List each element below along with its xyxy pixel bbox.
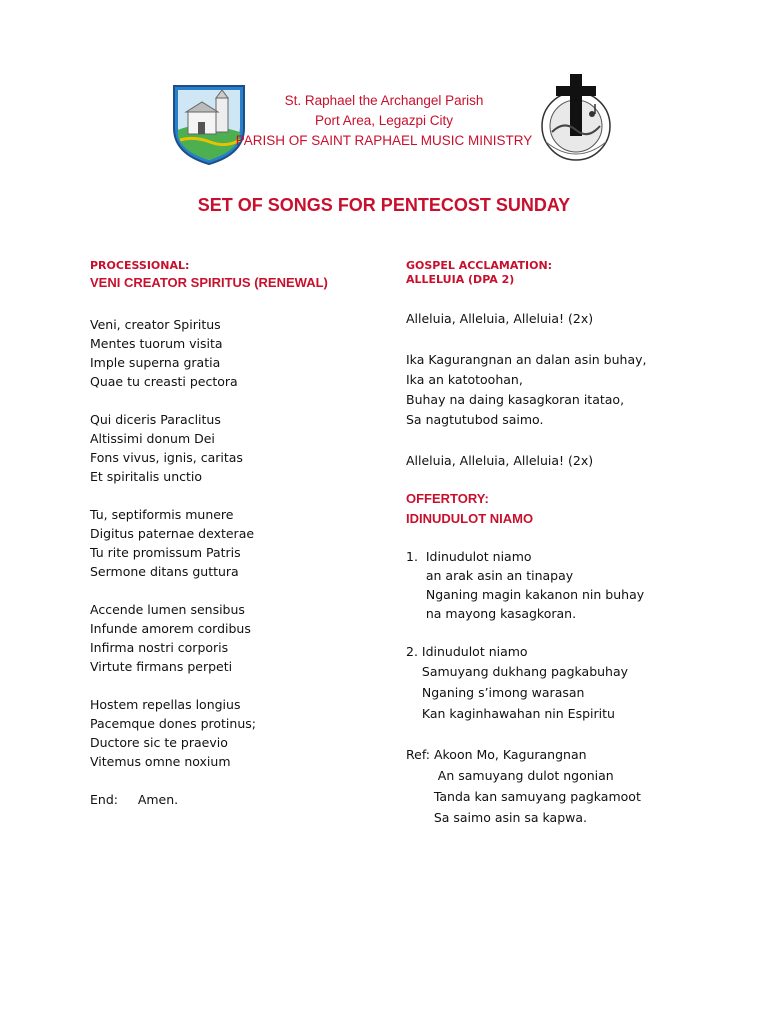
offertory-song-title: IDINUDULOT NIAMO	[406, 511, 534, 526]
offertory-label: OFFERTORY:	[406, 491, 489, 506]
lyric-line: Tu, septiformis munere	[90, 507, 234, 522]
lyric-line: na mayong kasagkoran.	[406, 606, 577, 621]
lyric-line: Ika an katotoohan,	[406, 372, 523, 387]
parish-header	[230, 91, 538, 151]
ministry-name: PARISH OF SAINT RAPHAEL MUSIC MINISTRY	[235, 133, 533, 148]
lyric-line: Fons vivus, ignis, caritas	[90, 450, 243, 465]
page-title: SET OF SONGS FOR PENTECOST SUNDAY	[197, 195, 571, 215]
lyric-line: Nganing s’imong warasan	[406, 685, 585, 700]
gospel-label: GOSPEL ACCLAMATION:	[406, 259, 553, 272]
lyric-line: Imple superna gratia	[90, 355, 221, 370]
lyric-line: Samuyang dukhang pagkabuhay	[406, 664, 629, 679]
lyric-line: Pacemque dones protinus;	[90, 716, 256, 731]
lyric-line: Ref: Akoon Mo, Kagurangnan	[406, 747, 587, 762]
offertory-lyrics	[406, 547, 736, 828]
lyric-line: Tu rite promissum Patris	[90, 545, 241, 560]
lyric-line: An samuyang dulot ngonian	[406, 768, 614, 783]
lyric-line: Ductore sic te praevio	[90, 735, 228, 750]
lyric-line: Altissimi donum Dei	[90, 431, 215, 446]
lyric-line: Et spiritalis unctio	[90, 469, 203, 484]
processional-section	[90, 259, 380, 809]
lyric-line: Hostem repellas longius	[90, 697, 241, 712]
lyric-line: Vitemus omne noxium	[90, 754, 231, 769]
lyric-line: Buhay na daing kasagkoran itatao,	[406, 392, 625, 407]
lyric-line: Tanda kan samuyang pagkamoot	[406, 789, 641, 804]
processional-song-title: VENI CREATOR SPIRITUS (RENEWAL)	[90, 275, 328, 290]
gospel-song-title: ALLELUIA (DPA 2)	[406, 273, 515, 286]
processional-end: End: Amen.	[90, 792, 179, 807]
gospel-lyrics	[406, 309, 736, 471]
lyric-line: Sa nagtutubod saimo.	[406, 412, 544, 427]
lyric-line: Virtute firmans perpeti	[90, 659, 233, 674]
processional-lyrics	[90, 315, 380, 809]
lyric-line: Sermone ditans guttura	[90, 564, 239, 579]
lyric-line: Infirma nostri corporis	[90, 640, 229, 655]
lyric-line: Alleluia, Alleluia, Alleluia! (2x)	[406, 311, 594, 326]
lyric-line: Ika Kagurangnan an dalan asin buhay,	[406, 352, 647, 367]
music-ministry-cross-logo-icon	[532, 70, 620, 164]
right-column	[406, 259, 736, 828]
lyric-line: Kan kaginhawahan nin Espiritu	[406, 706, 615, 721]
lyric-line: an arak asin an tinapay	[406, 568, 574, 583]
lyric-line: Infunde amorem cordibus	[90, 621, 251, 636]
lyric-line: 1. Idinudulot niamo	[406, 549, 532, 564]
lyric-line: Qui diceris Paraclitus	[90, 412, 221, 427]
lyric-line: Veni, creator Spiritus	[90, 317, 221, 332]
lyric-line: Quae tu creasti pectora	[90, 374, 238, 389]
parish-name: St. Raphael the Archangel Parish	[284, 93, 484, 108]
lyric-line: Sa saimo asin sa kapwa.	[406, 810, 587, 825]
lyric-line: Accende lumen sensibus	[90, 602, 245, 617]
lyric-line: Mentes tuorum visita	[90, 336, 223, 351]
lyric-line: 2. Idinudulot niamo	[406, 644, 528, 659]
lyric-line: Alleluia, Alleluia, Alleluia! (2x)	[406, 453, 594, 468]
parish-location: Port Area, Legazpi City	[314, 113, 454, 128]
lyric-line: Digitus paternae dexterae	[90, 526, 255, 541]
processional-label: PROCESSIONAL:	[90, 259, 190, 272]
lyric-line: Nganing magin kakanon nin buhay	[406, 587, 645, 602]
